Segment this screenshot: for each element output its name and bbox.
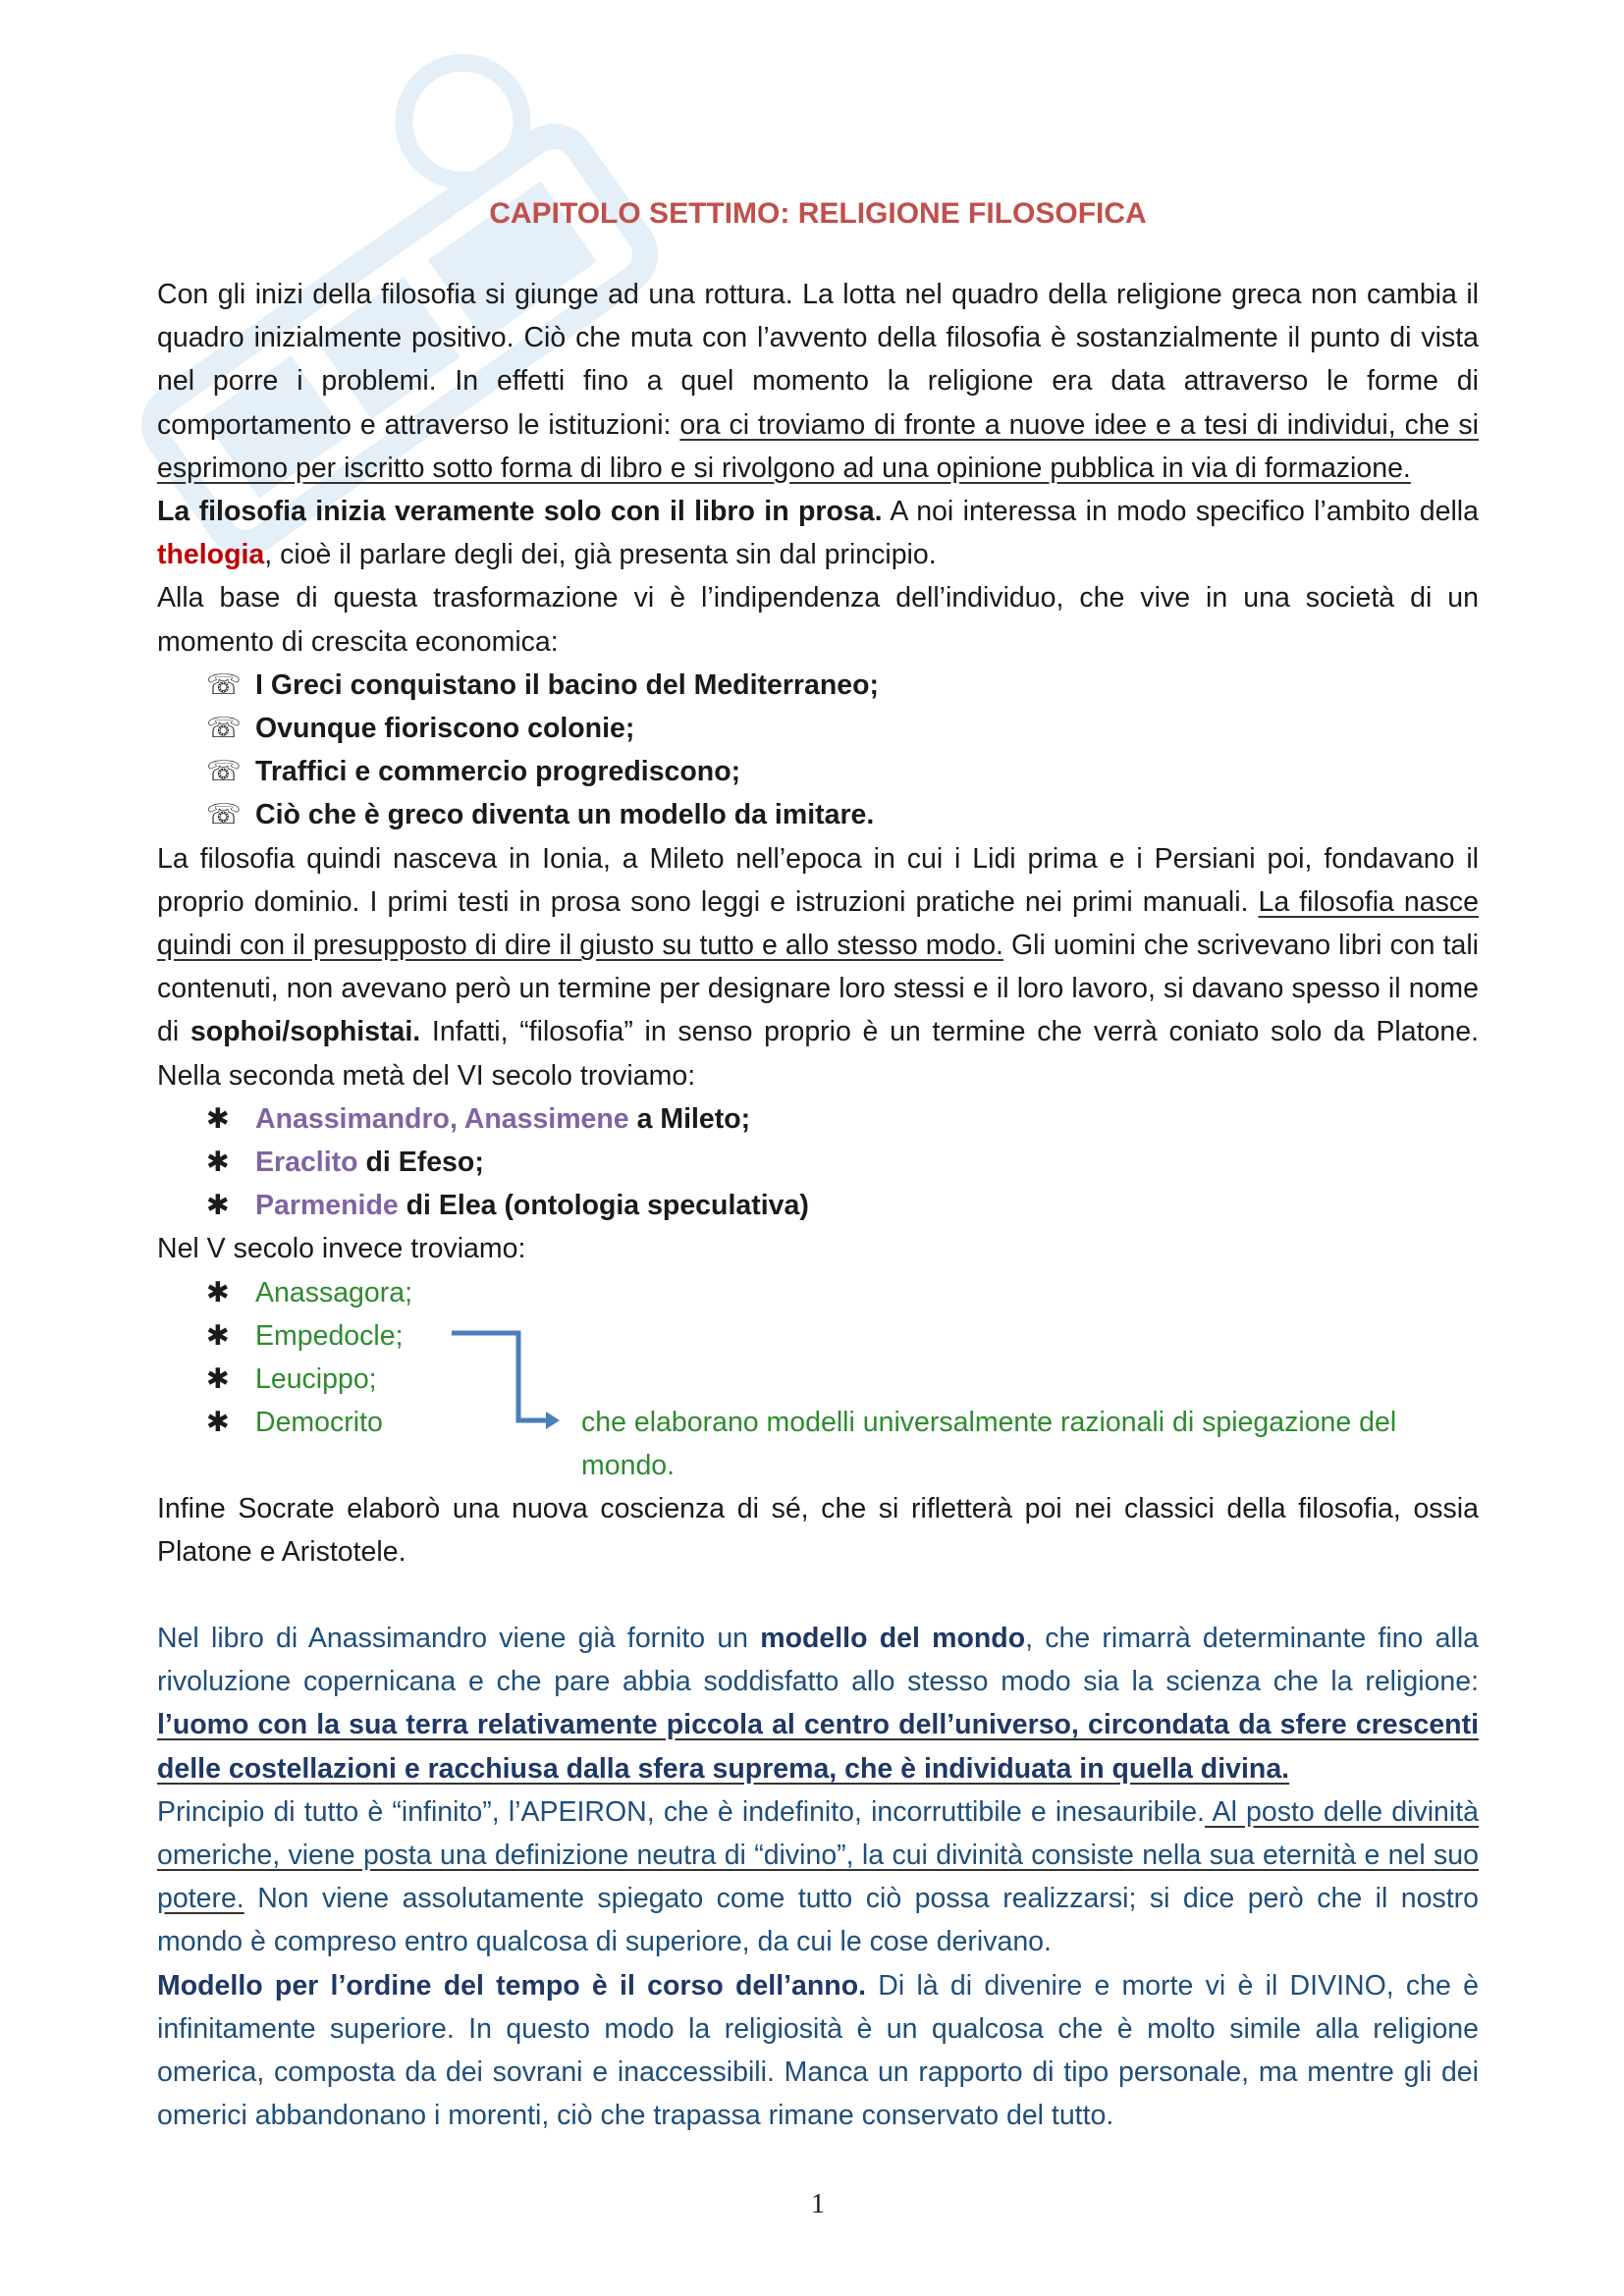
asterisk-icon: ✱	[206, 1407, 230, 1439]
paragraph-fifth-intro: Nel V secolo invece troviamo:	[157, 1233, 526, 1265]
asterisk-icon: ✱	[206, 1190, 230, 1222]
economic-growth-list	[157, 664, 1479, 837]
body-section-1	[157, 273, 1480, 1482]
asterisk-icon: ✱	[206, 1102, 230, 1135]
list-item: ☏ Ovunque fioriscono colonie;	[157, 707, 1479, 750]
asterisk-icon: ✱	[206, 1276, 230, 1308]
list-item: ✱ Eraclito di Efeso;	[157, 1141, 1479, 1184]
list-item: ✱ Parmenide di Elea (ontologia speculativa)	[157, 1184, 1479, 1227]
paragraph-individual: Alla base di questa trasformazione vi è l’indipendenza dell’individuo, che vive in una società di un momento di crescita economica:	[157, 582, 1479, 658]
asterisk-icon: ✱	[206, 1363, 230, 1396]
chapter-title: CAPITOLO SETTIMO: RELIGIONE FILOSOFICA	[489, 197, 1147, 230]
paragraph-apeiron: Principio di tutto è “infinito”, l’APEIRON, che è indefinito, incorruttibile e inesauribile. Al posto delle divinità omeriche, viene posta una definizione neutra di “divino”, la cui divinità consiste nella sua eternità e nel suo potere. Non viene assolutamente spiegato come tutto ciò possa realizzarsi; si dice però che il nostro mondo è compreso entro qualcosa di superiore, da cui le cose derivano.	[157, 1795, 1480, 1958]
page-number: 1	[811, 2189, 825, 2219]
list-item: ✱ Anassagora;	[157, 1271, 1479, 1314]
body-section-3	[157, 1617, 1479, 2137]
fifth-century-note: che elaborano modelli universalmente razionali di spiegazione del mondo.	[581, 1407, 1397, 1482]
asterisk-icon: ✱	[206, 1147, 230, 1179]
fifth-century-list	[157, 1271, 1479, 1482]
list-item: ✱ Democrito che elaborano modelli universalmente razionali di spiegazione del mondo.	[157, 1401, 1479, 1444]
list-item: ☏ Traffici e commercio progrediscono;	[157, 750, 1479, 793]
phone-icon: ☏	[206, 756, 242, 788]
phone-icon: ☏	[206, 799, 242, 831]
sixth-century-list	[157, 1097, 1479, 1228]
paragraph-anaximander: Nel libro di Anassimandro viene già fornito un modello del mondo, che rimarrà determinante fino alla rivoluzione copernicana e che pare abbia soddisfatto allo stesso modo sia la scienza che la religione: l’uomo con la sua terra relativamente piccola al centro dell’universo, circondata da sfere crescenti delle costellazioni e racchiusa dalla sfera suprema, che è individuata in quella divina.	[157, 1623, 1479, 1785]
paragraph-intro: Con gli inizi della filosofia si giunge ad una rottura. La lotta nel quadro della religione greca non cambia il quadro inizialmente positivo. Ciò che muta con l’avvento della filosofia è sostanzialmente il punto di vista nel porre i problemi. In effetti fino a quel momento la religione era data attraverso le forme di comportamento e attraverso le istituzioni: ora ci troviamo di fronte a nuove idee e a tesi di individui, che si esprimono per iscritto sotto forma di libro e si rivolgono ad una opinione pubblica in via di formazione.	[157, 279, 1479, 484]
paragraph-ionia: La filosofia quindi nasceva in Ionia, a Mileto nell’epoca in cui i Lidi prima e i Persiani poi, fondavano il proprio dominio. I primi testi in prosa sono leggi e istruzioni pratiche nei primi manuali. La filosofia nasce quindi con il presupposto di dire il giusto su tutto e allo stesso modo. Gli uomini che scrivevano libri con tali contenuti, non avevano però un termine per designare loro stessi e il loro lavoro, si davano spesso il nome di sophoi/sophistai. Infatti, “filosofia” in senso proprio è un termine che verrà coniato solo da Platone. Nella seconda metà del VI secolo troviamo:	[157, 842, 1480, 1092]
list-item: ☏ I Greci conquistano il bacino del Mediterraneo;	[157, 664, 1479, 707]
body-section-2	[157, 1487, 1479, 1574]
paragraph-prose-book: La filosofia inizia veramente solo con il libro in prosa. A noi interessa in modo specifico l’ambito della thelogia, cioè il parlare degli dei, già presenta sin dal principio.	[157, 496, 1479, 571]
paragraph-socrates: Infine Socrate elaborò una nuova coscienza di sé, che si rifletterà poi nei classici della filosofia, ossia Platone e Aristotele.	[157, 1493, 1479, 1569]
phone-icon: ☏	[206, 713, 242, 745]
list-item: ☏ Ciò che è greco diventa un modello da imitare.	[157, 793, 1479, 836]
phone-icon: ☏	[206, 668, 242, 701]
asterisk-icon: ✱	[206, 1319, 230, 1352]
list-item: ✱ Anassimandro, Anassimene a Mileto;	[157, 1097, 1479, 1141]
arrow-icon	[452, 1327, 560, 1435]
paragraph-time-order: Modello per l’ordine del tempo è il corso dell’anno. Di là di divenire e morte vi è il DIVINO, che è infinitamente superiore. In questo modo la religiosità è un qualcosa che è molto simile alla religione omerica, composta da dei sovrani e inaccessibili. Manca un rapporto di tipo personale, ma mentre gli dei omerici abbandonano i morenti, ciò che trapassa rimane conservato del tutto.	[157, 1969, 1479, 2132]
list-item: ✱ Leucippo;	[157, 1358, 1479, 1401]
list-item: ✱ Empedocle;	[157, 1314, 1479, 1358]
